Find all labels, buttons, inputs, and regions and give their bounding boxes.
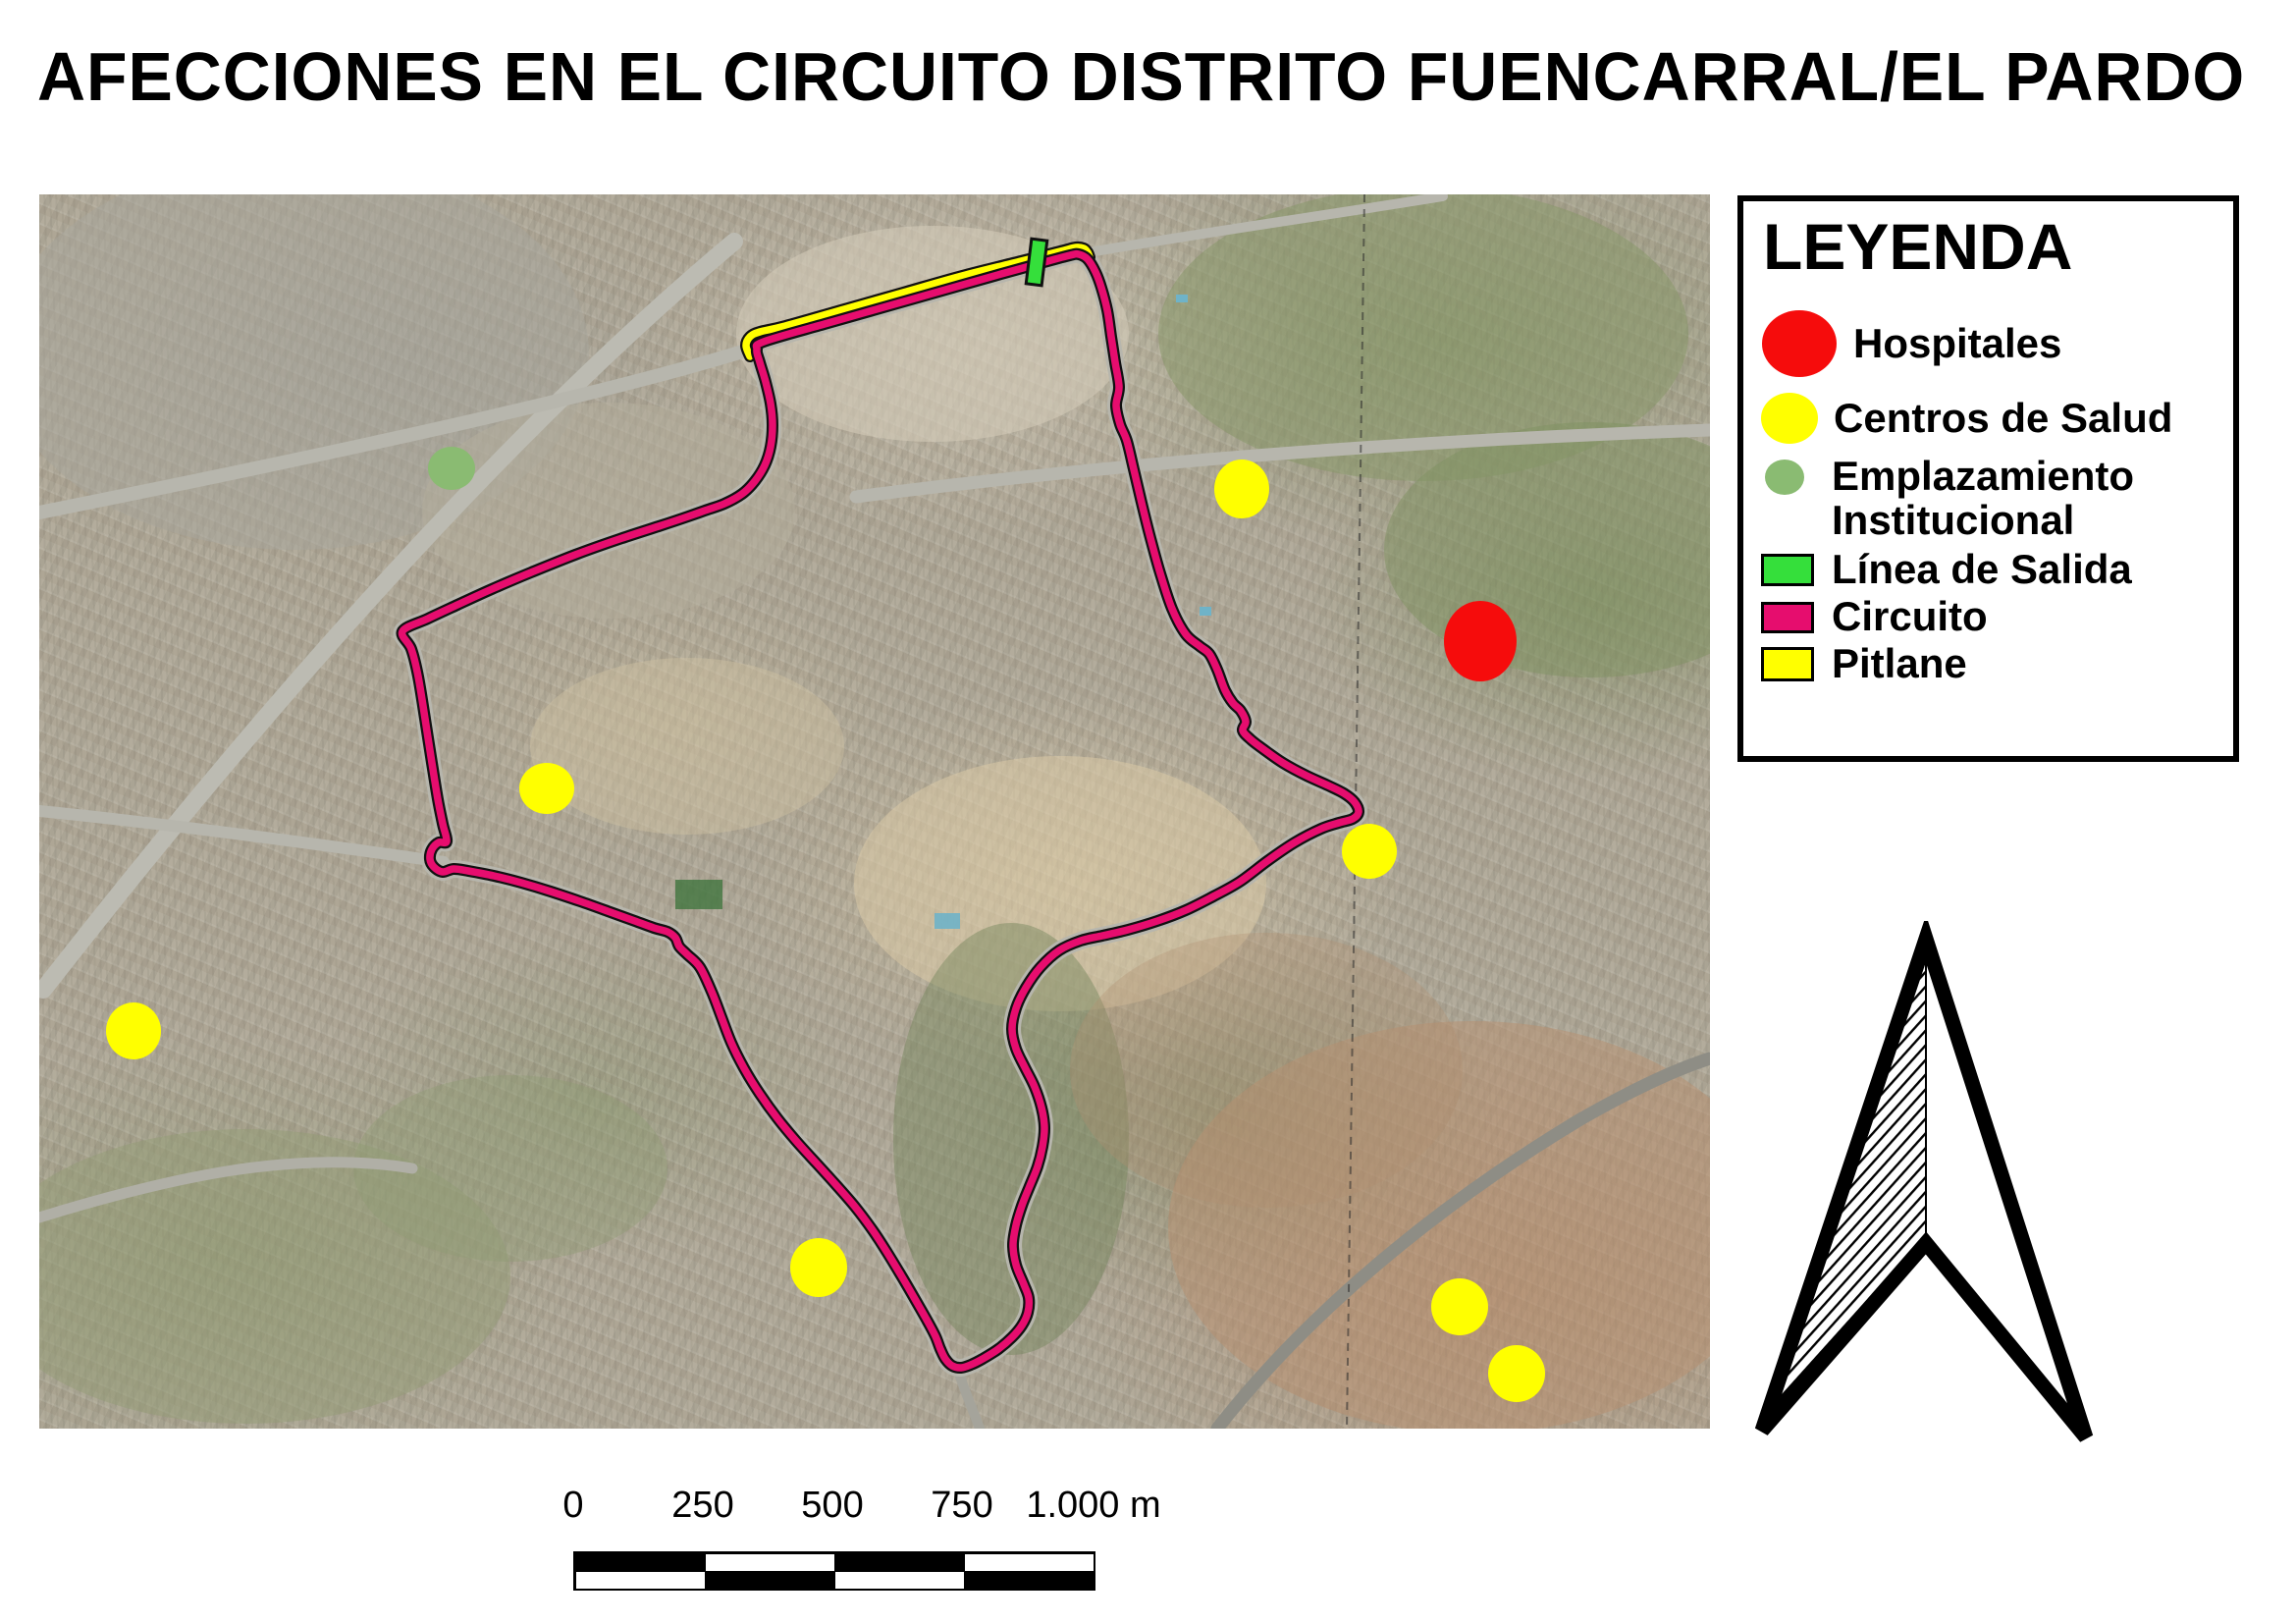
scale-bar	[562, 1485, 1182, 1602]
centro-de-salud-marker	[106, 1002, 161, 1059]
scale-label-1000: 1.000 m	[1026, 1485, 1161, 1526]
legend-label-pitlane: Pitlane	[1832, 640, 1967, 686]
centro-de-salud-marker	[790, 1238, 847, 1297]
emplazamiento-institucional-marker	[428, 447, 475, 490]
scale-bar-graphic	[573, 1551, 1095, 1591]
hospital-symbol-icon	[1762, 310, 1837, 377]
centro-de-salud-marker	[1431, 1278, 1488, 1335]
health-center-symbol-icon	[1761, 393, 1818, 444]
scale-label-750: 750	[931, 1485, 993, 1526]
centro-de-salud-marker	[1488, 1345, 1545, 1402]
centro-de-salud-marker	[1214, 460, 1269, 518]
legend-label-linea-de-salida: Línea de Salida	[1832, 546, 2132, 592]
legend-label-emplazamiento: Emplazamiento Institucional	[1832, 453, 2135, 544]
centro-de-salud-marker	[519, 763, 574, 814]
institutional-symbol-icon	[1765, 460, 1804, 495]
scale-label-0: 0	[562, 1485, 584, 1526]
start-line-symbol-icon	[1761, 554, 1814, 586]
scale-label-250: 250	[671, 1485, 734, 1526]
legend-title: LEYENDA	[1763, 210, 2073, 283]
satellite-map	[39, 194, 1710, 1429]
centro-de-salud-marker	[1342, 824, 1397, 879]
hospital-marker	[1444, 601, 1517, 681]
legend-label-hospitales: Hospitales	[1853, 320, 2062, 366]
page-title: AFECCIONES EN EL CIRCUITO DISTRITO FUENCARRAL/EL PARDO	[37, 38, 2246, 115]
pitlane-symbol-icon	[1761, 647, 1814, 681]
start-line-marker	[1026, 239, 1046, 286]
map-canvas	[39, 194, 1710, 1429]
legend-label-circuito: Circuito	[1832, 593, 1988, 639]
legend	[1737, 195, 2239, 762]
north-arrow-icon	[1745, 921, 2101, 1451]
circuit-symbol-icon	[1761, 602, 1814, 633]
legend-label-centros-de-salud: Centros de Salud	[1834, 395, 2173, 441]
scale-label-500: 500	[801, 1485, 864, 1526]
